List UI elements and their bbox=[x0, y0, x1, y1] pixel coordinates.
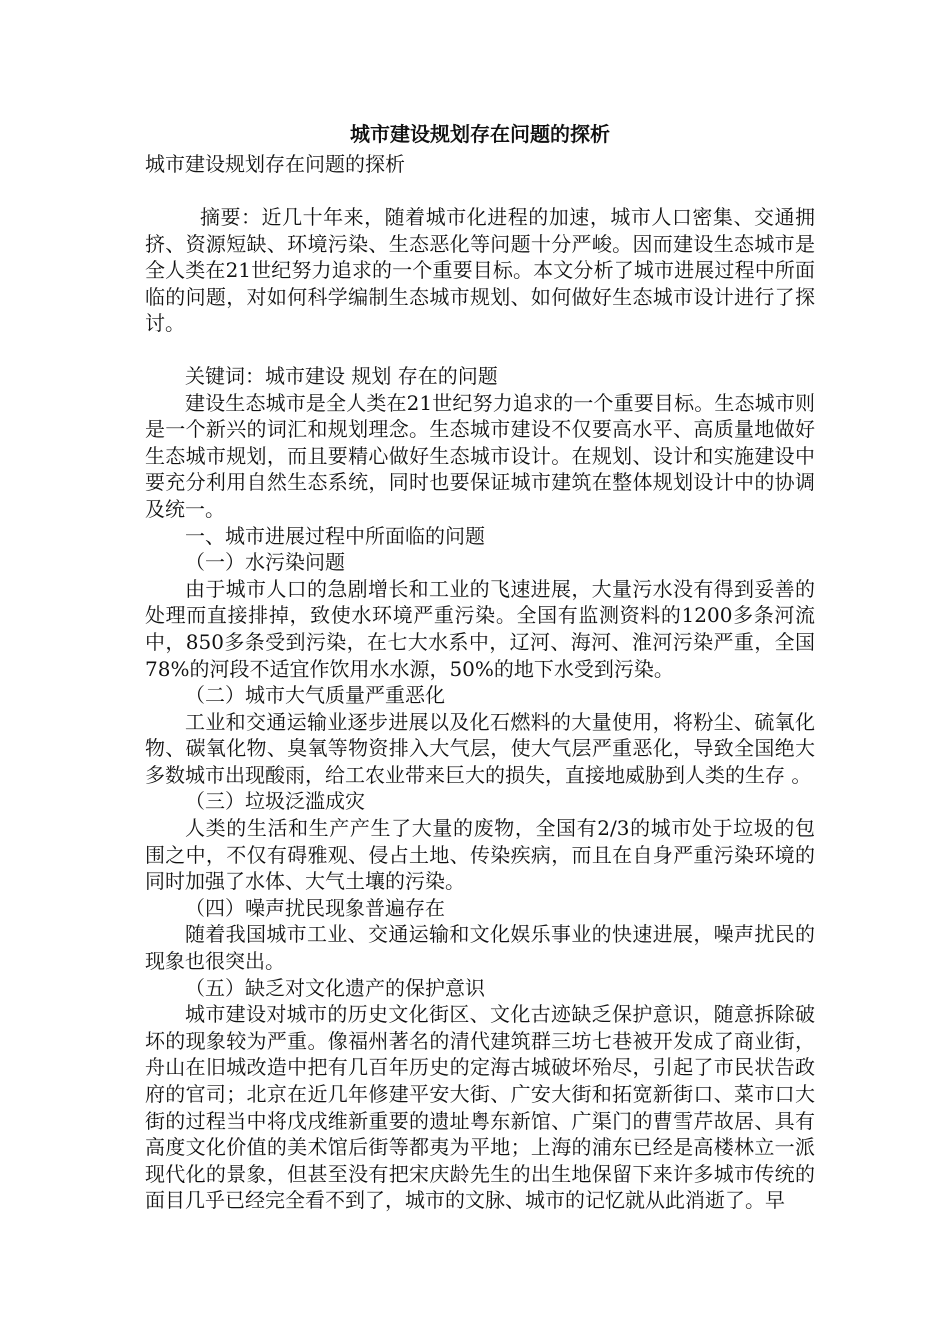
spacer bbox=[145, 178, 815, 204]
subsection-paragraph-2: 工业和交通运输业逐步进展以及化石燃料的大量使用，将粉尘、硫氧化物、碳氧化物、臭氧等物资排入大气层，使大气层严重恶化，导致全国绝大多数城市出现酸雨，给工农业带来巨大的损失，直接地威胁到人类的生存 。 bbox=[145, 709, 815, 787]
subsection-heading-1: （一）水污染问题 bbox=[185, 550, 345, 575]
subsection-heading-2: （二）城市大气质量严重恶化 bbox=[185, 683, 445, 708]
subsection-paragraph-4: 随着我国城市工业、交通运输和文化娱乐事业的快速进展，噪声扰民的现象也很突出。 bbox=[145, 922, 815, 974]
intro-paragraph: 建设生态城市是全人类在21世纪努力追求的一个重要目标。生态城市则是一个新兴的词汇和规划理念。生态城市建设不仅要高水平、高质量地做好生态城市规划，而且要精心做好生态城市设计。在规划、设计和实施建设中要充分利用自然生态系统，同时也要保证城市建筑在整体规划设计中的协调及统一。 bbox=[145, 390, 815, 521]
section-heading-1: 一、城市进展过程中所面临的问题 bbox=[185, 523, 485, 548]
subsection-heading-4: （四）噪声扰民现象普遍存在 bbox=[185, 895, 445, 920]
subsection-paragraph-5: 城市建设对城市的历史文化街区、文化古迹缺乏保护意识，随意拆除破坏的现象较为严重。像福州著名的清代建筑群三坊七巷被开发成了商业街，舟山在旧城改造中把有几百年历史的定海古城破坏殆尽，引起了市民状告政府的官司；北京在近几年修建平安大街、广安大街和拓宽新街口、菜市口大街的过程当中将戊戌维新重要的遗址粤东新馆、广渠门的曹雪芹故居、具有高度文化价值的美术馆后街等都夷为平地；上海的浦东已经是高楼林立一派现代化的景象，但甚至没有把宋庆龄先生的出生地保留下来许多城市传统的面目几乎已经完全看不到了，城市的文脉、城市的记忆就从此消逝了。早 bbox=[145, 1002, 815, 1213]
spacer bbox=[145, 337, 815, 363]
document-subtitle: 城市建设规划存在问题的探析 bbox=[145, 152, 405, 176]
subsection-heading-3: （三）垃圾泛滥成灾 bbox=[185, 789, 365, 814]
abstract-paragraph: 摘要：近几十年来，随着城市化进程的加速，城市人口密集、交通拥挤、资源短缺、环境污染、生态恶化等问题十分严峻。因而建设生态城市是全人类在21世纪努力追求的一个重要目标。本文分析了城市进展过程中所面临的问题，对如何科学编制生态城市规划、如何做好生态城市设计进行了探讨。 bbox=[145, 205, 815, 336]
subsection-paragraph-1: 由于城市人口的急剧增长和工业的飞速进展，大量污水没有得到妥善的处理而直接排掉，致使水环境严重污染。全国有监测资料的1200多条河流中，850多条受到污染，在七大水系中，辽河、海河、淮河污染严重，全国78%的河段不适宜作饮用水水源，50%的地下水受到污染。 bbox=[145, 576, 815, 681]
subsection-paragraph-3: 人类的生活和生产产生了大量的废物，全国有2/3的城市处于垃圾的包围之中，不仅有碍雅观、侵占土地、传染疾病，而且在自身严重污染环境的同时加强了水体、大气土壤的污染。 bbox=[145, 816, 815, 894]
document-title: 城市建设规划存在问题的探析 bbox=[350, 122, 610, 146]
subsection-heading-5: （五）缺乏对文化遗产的保护意识 bbox=[185, 975, 485, 1000]
document-page bbox=[145, 118, 815, 1214]
keywords-line: 关键词：城市建设 规划 存在的问题 bbox=[185, 363, 498, 388]
